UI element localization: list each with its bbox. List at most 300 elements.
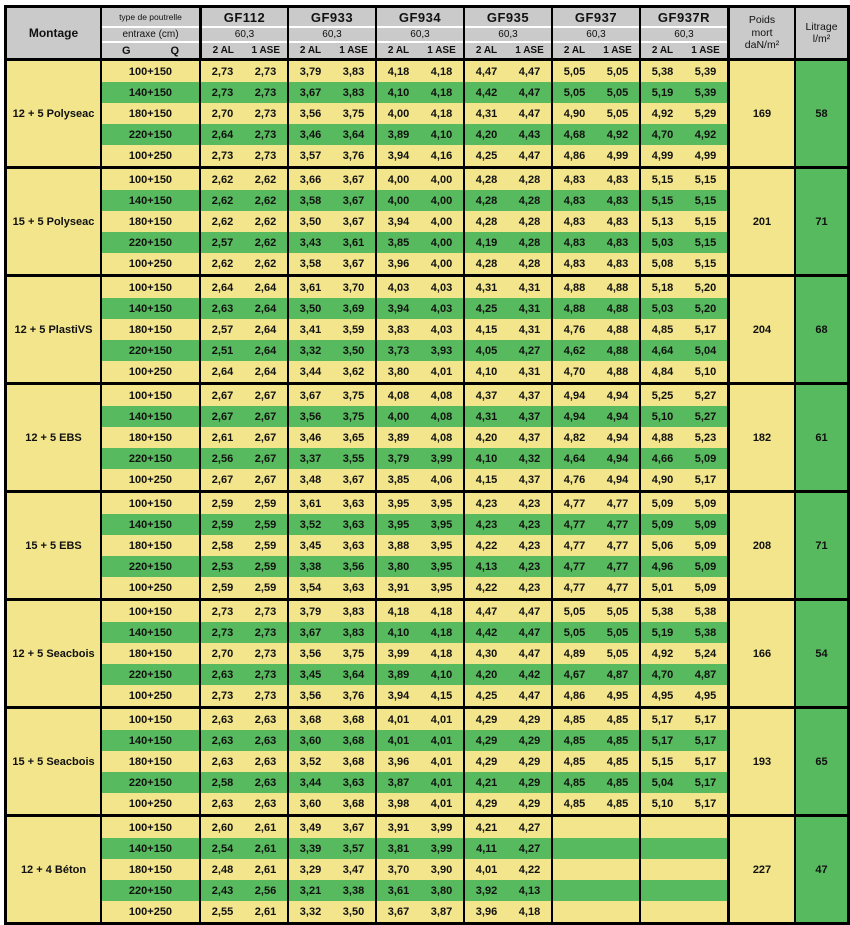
value-1ase: 2,61 (254, 863, 277, 876)
value-1ase: 2,63 (254, 734, 277, 747)
gq-cell: 100+150 (100, 493, 199, 514)
value-1ase: 4,83 (606, 236, 629, 249)
subheader-1ase: 1 ASE (691, 45, 720, 56)
value-2al: 4,37 (475, 389, 498, 402)
gq-cell: 140+150 (100, 838, 199, 859)
value-cell (287, 817, 375, 838)
value-2al: 4,10 (387, 86, 410, 99)
value-cell (199, 211, 287, 232)
value-cell (639, 514, 727, 535)
value-2al: 4,03 (387, 281, 410, 294)
value-cell (551, 685, 639, 706)
value-2al: 4,94 (563, 410, 586, 423)
value-cell (463, 124, 551, 145)
value-1ase: 4,95 (694, 689, 717, 702)
value-2al: 4,83 (563, 173, 586, 186)
montage-label: 12 + 5 Seacbois (7, 601, 100, 706)
beam-column-header-gf935 (463, 8, 551, 58)
value-cell (287, 169, 375, 190)
value-2al: 3,67 (299, 389, 322, 402)
value-cell (375, 124, 463, 145)
value-cell (463, 880, 551, 901)
value-1ase: 2,73 (254, 149, 277, 162)
beam-column-header-gf934 (375, 8, 463, 58)
montage-group (7, 274, 847, 382)
value-1ase: 4,83 (606, 173, 629, 186)
value-1ase: 4,47 (518, 605, 541, 618)
value-1ase: 5,20 (694, 302, 717, 315)
value-1ase: 2,64 (254, 323, 277, 336)
value-2al: 5,17 (651, 734, 674, 747)
value-cell (551, 319, 639, 340)
value-1ase: 4,18 (430, 647, 453, 660)
value-1ase: 4,00 (430, 215, 453, 228)
value-1ase: 2,64 (254, 365, 277, 378)
value-cell (375, 361, 463, 382)
value-2al: 2,70 (211, 647, 234, 660)
value-cell (287, 859, 375, 880)
value-cell (287, 253, 375, 274)
montage-label: 15 + 5 Seacbois (7, 709, 100, 814)
gq-cell: 100+150 (100, 601, 199, 622)
value-cell (463, 838, 551, 859)
value-cell (551, 817, 639, 838)
value-2al: 2,62 (211, 257, 234, 270)
value-1ase: 2,73 (254, 689, 277, 702)
value-1ase: 3,62 (342, 365, 365, 378)
value-1ase: 3,63 (342, 776, 365, 789)
value-2al: 2,67 (211, 410, 234, 423)
value-cell (287, 685, 375, 706)
value-2al: 3,61 (299, 497, 322, 510)
value-cell (463, 469, 551, 490)
subheader-row (641, 43, 727, 58)
value-2al: 3,79 (387, 452, 410, 465)
gq-cell: 100+250 (100, 901, 199, 922)
value-1ase: 5,17 (694, 734, 717, 747)
gq-cell: 140+150 (100, 514, 199, 535)
value-2al: 3,83 (387, 323, 410, 336)
value-2al: 4,70 (651, 128, 674, 141)
value-cell (287, 61, 375, 82)
value-cell (639, 448, 727, 469)
value-cell (199, 838, 287, 859)
value-cell (287, 709, 375, 730)
montage-label: 12 + 5 PlastiVS (7, 277, 100, 382)
value-1ase: 4,85 (606, 797, 629, 810)
value-1ase: 4,42 (518, 668, 541, 681)
value-2al: 4,13 (475, 560, 498, 573)
gq-cell: 100+250 (100, 685, 199, 706)
value-2al: 4,29 (475, 755, 498, 768)
value-1ase: 4,47 (518, 107, 541, 120)
value-2al: 3,58 (299, 257, 322, 270)
gq-cell: 180+150 (100, 427, 199, 448)
gq-cell: 100+150 (100, 385, 199, 406)
value-1ase: 4,43 (518, 128, 541, 141)
value-1ase: 4,88 (606, 281, 629, 294)
value-2al: 4,28 (475, 173, 498, 186)
value-1ase: 4,06 (430, 473, 453, 486)
value-2al: 2,73 (211, 149, 234, 162)
value-1ase: 4,88 (606, 365, 629, 378)
value-2al: 4,67 (563, 668, 586, 681)
gq-cell: 140+150 (100, 298, 199, 319)
value-cell (463, 232, 551, 253)
value-1ase: 2,56 (254, 884, 277, 897)
value-1ase: 4,23 (518, 497, 541, 510)
value-1ase: 2,63 (254, 776, 277, 789)
value-cell (551, 838, 639, 859)
value-2al: 4,00 (387, 410, 410, 423)
value-2al: 3,57 (299, 149, 322, 162)
value-cell (551, 469, 639, 490)
value-2al: 2,55 (211, 905, 234, 918)
value-cell (375, 880, 463, 901)
value-1ase: 3,76 (342, 689, 365, 702)
montage-label: 12 + 5 Polyseac (7, 61, 100, 166)
value-cell (639, 772, 727, 793)
value-1ase: 4,00 (430, 236, 453, 249)
value-cell (375, 793, 463, 814)
value-1ase: 4,47 (518, 65, 541, 78)
value-cell (463, 730, 551, 751)
value-1ase: 2,62 (254, 236, 277, 249)
value-cell (463, 772, 551, 793)
value-cell (639, 103, 727, 124)
value-2al: 4,89 (563, 647, 586, 660)
value-cell (463, 103, 551, 124)
value-2al: 3,49 (299, 821, 322, 834)
value-cell (639, 535, 727, 556)
value-2al: 4,00 (387, 173, 410, 186)
value-1ase: 3,75 (342, 410, 365, 423)
gq-cell: 220+150 (100, 880, 199, 901)
gq-cell: 100+150 (100, 817, 199, 838)
value-cell (287, 340, 375, 361)
value-1ase: 5,15 (694, 194, 717, 207)
litrage-value: 65 (794, 709, 847, 814)
value-cell (463, 145, 551, 166)
value-cell (199, 406, 287, 427)
value-2al: 3,94 (387, 149, 410, 162)
value-1ase: 3,47 (342, 863, 365, 876)
value-2al: 4,00 (387, 194, 410, 207)
value-2al: 4,88 (651, 431, 674, 444)
entraxe-value: 60,3 (553, 28, 639, 41)
value-2al: 3,66 (299, 173, 322, 186)
poids-line: mort (751, 26, 773, 39)
value-1ase: 5,05 (606, 605, 629, 618)
value-cell (199, 793, 287, 814)
value-1ase: 5,04 (694, 344, 717, 357)
beam-type-label: GF937 (553, 8, 639, 26)
value-1ase: 4,27 (518, 842, 541, 855)
value-2al: 2,57 (211, 236, 234, 249)
value-1ase: 5,29 (694, 107, 717, 120)
type-de-poutrelle-label: type de poutrelle (102, 8, 199, 26)
value-cell (375, 319, 463, 340)
value-cell (463, 361, 551, 382)
value-2al: 5,06 (651, 539, 674, 552)
value-1ase: 3,95 (430, 560, 453, 573)
value-2al: 3,41 (299, 323, 322, 336)
value-2al: 2,64 (211, 365, 234, 378)
value-2al: 4,77 (563, 560, 586, 573)
value-1ase: 2,73 (254, 647, 277, 660)
value-cell (639, 427, 727, 448)
value-cell (287, 730, 375, 751)
litrage-value: 71 (794, 169, 847, 274)
value-cell (287, 751, 375, 772)
value-2al: 3,46 (299, 431, 322, 444)
value-2al: 2,70 (211, 107, 234, 120)
value-cell (463, 169, 551, 190)
value-cell (463, 664, 551, 685)
value-2al: 3,96 (387, 257, 410, 270)
value-cell (287, 664, 375, 685)
value-1ase: 4,01 (430, 734, 453, 747)
value-2al: 3,70 (387, 863, 410, 876)
value-cell (199, 469, 287, 490)
value-cell (375, 61, 463, 82)
value-1ase: 5,05 (606, 626, 629, 639)
value-2al: 4,25 (475, 149, 498, 162)
subheader-2al: 2 AL (387, 45, 410, 56)
value-1ase: 3,68 (342, 734, 365, 747)
value-2al: 4,99 (651, 149, 674, 162)
gq-cell: 100+250 (100, 253, 199, 274)
value-cell (199, 232, 287, 253)
value-cell (287, 145, 375, 166)
value-1ase: 4,85 (606, 713, 629, 726)
value-cell (639, 859, 727, 880)
value-2al: 3,79 (299, 65, 322, 78)
value-cell (287, 103, 375, 124)
value-1ase: 3,99 (430, 842, 453, 855)
value-2al: 2,56 (211, 452, 234, 465)
value-2al: 4,20 (475, 668, 498, 681)
value-1ase: 4,03 (430, 281, 453, 294)
value-1ase: 4,18 (430, 626, 453, 639)
value-2al: 2,59 (211, 518, 234, 531)
value-1ase: 3,56 (342, 560, 365, 573)
value-1ase: 5,17 (694, 473, 717, 486)
value-2al: 5,09 (651, 497, 674, 510)
value-1ase: 4,18 (430, 65, 453, 78)
value-cell (199, 448, 287, 469)
value-cell (287, 361, 375, 382)
subheader-row (465, 43, 551, 58)
value-1ase: 5,09 (694, 497, 717, 510)
value-cell (287, 211, 375, 232)
value-2al: 5,05 (563, 86, 586, 99)
value-2al: 3,43 (299, 236, 322, 249)
poids-mort-value: 201 (727, 169, 794, 274)
value-2al: 4,85 (563, 797, 586, 810)
value-2al: 3,92 (475, 884, 498, 897)
value-1ase: 2,62 (254, 257, 277, 270)
value-1ase: 3,64 (342, 668, 365, 681)
value-2al: 3,94 (387, 689, 410, 702)
value-cell (199, 577, 287, 598)
subheader-row (377, 43, 463, 58)
value-cell (463, 253, 551, 274)
value-1ase: 4,47 (518, 647, 541, 660)
gq-labels (102, 43, 199, 58)
value-1ase: 4,29 (518, 797, 541, 810)
value-1ase: 3,64 (342, 128, 365, 141)
value-cell (639, 622, 727, 643)
value-1ase: 2,67 (254, 431, 277, 444)
value-2al: 3,99 (387, 647, 410, 660)
value-cell (639, 880, 727, 901)
value-1ase: 2,73 (254, 86, 277, 99)
gq-cell: 220+150 (100, 124, 199, 145)
value-1ase: 4,94 (606, 452, 629, 465)
value-2al: 2,43 (211, 884, 234, 897)
value-cell (463, 577, 551, 598)
value-1ase: 2,59 (254, 560, 277, 573)
value-cell (287, 535, 375, 556)
value-2al: 4,64 (651, 344, 674, 357)
value-1ase: 4,87 (694, 668, 717, 681)
value-2al: 3,95 (387, 518, 410, 531)
value-2al: 3,67 (299, 626, 322, 639)
value-cell (199, 643, 287, 664)
value-1ase: 4,31 (518, 323, 541, 336)
value-1ase: 4,88 (606, 323, 629, 336)
subheader-2al: 2 AL (563, 45, 586, 56)
value-cell (551, 145, 639, 166)
value-2al: 4,64 (563, 452, 586, 465)
value-1ase: 4,29 (518, 776, 541, 789)
value-1ase: 2,67 (254, 410, 277, 423)
value-cell (287, 601, 375, 622)
value-2al: 4,15 (475, 473, 498, 486)
value-2al: 4,77 (563, 518, 586, 531)
table-header (7, 8, 847, 58)
value-cell (375, 190, 463, 211)
value-1ase: 3,61 (342, 236, 365, 249)
value-1ase: 2,67 (254, 473, 277, 486)
value-2al: 3,50 (299, 215, 322, 228)
beam-column-header-gf937r (639, 8, 727, 58)
value-cell (639, 838, 727, 859)
value-1ase: 2,63 (254, 797, 277, 810)
value-1ase: 5,17 (694, 776, 717, 789)
value-1ase: 4,95 (606, 689, 629, 702)
value-2al: 4,83 (563, 236, 586, 249)
value-1ase: 4,00 (430, 194, 453, 207)
value-cell (199, 535, 287, 556)
value-1ase: 4,88 (606, 302, 629, 315)
value-cell (375, 340, 463, 361)
value-2al: 2,59 (211, 497, 234, 510)
value-2al: 5,10 (651, 797, 674, 810)
value-cell (639, 469, 727, 490)
value-2al: 2,73 (211, 605, 234, 618)
value-1ase: 3,69 (342, 302, 365, 315)
value-2al: 2,73 (211, 86, 234, 99)
value-1ase: 4,31 (518, 281, 541, 294)
value-cell (375, 901, 463, 922)
value-2al: 3,96 (387, 755, 410, 768)
value-1ase: 5,10 (694, 365, 717, 378)
gq-cell: 140+150 (100, 406, 199, 427)
beam-type-label: GF935 (465, 8, 551, 26)
value-cell (551, 298, 639, 319)
value-1ase: 3,50 (342, 344, 365, 357)
value-cell (639, 406, 727, 427)
litrage-value: 71 (794, 493, 847, 598)
value-1ase: 3,75 (342, 389, 365, 402)
value-2al: 3,96 (475, 905, 498, 918)
value-cell (551, 751, 639, 772)
value-2al: 5,17 (651, 713, 674, 726)
value-2al: 3,52 (299, 518, 322, 531)
value-1ase: 2,62 (254, 215, 277, 228)
value-1ase: 4,77 (606, 539, 629, 552)
value-cell (199, 859, 287, 880)
value-2al: 4,88 (563, 281, 586, 294)
value-1ase: 2,59 (254, 518, 277, 531)
value-1ase: 3,76 (342, 149, 365, 162)
value-2al: 4,70 (563, 365, 586, 378)
value-1ase: 4,94 (606, 389, 629, 402)
entraxe-value: 60,3 (202, 28, 287, 41)
value-2al: 3,91 (387, 581, 410, 594)
value-1ase: 4,31 (518, 365, 541, 378)
litrage-line: l/m² (812, 33, 831, 45)
value-cell (463, 514, 551, 535)
value-1ase: 3,63 (342, 539, 365, 552)
value-cell (463, 601, 551, 622)
value-2al: 3,73 (387, 344, 410, 357)
value-cell (375, 145, 463, 166)
value-1ase: 4,29 (518, 755, 541, 768)
entraxe-value: 60,3 (289, 28, 375, 41)
value-2al: 4,28 (475, 215, 498, 228)
value-cell (199, 277, 287, 298)
value-cell (551, 448, 639, 469)
value-cell (287, 82, 375, 103)
value-1ase: 2,64 (254, 281, 277, 294)
gq-cell: 220+150 (100, 664, 199, 685)
value-cell (287, 622, 375, 643)
value-2al: 2,63 (211, 668, 234, 681)
value-cell (551, 730, 639, 751)
value-2al: 4,22 (475, 581, 498, 594)
subheader-1ase: 1 ASE (515, 45, 544, 56)
value-cell (639, 124, 727, 145)
value-2al: 4,85 (651, 323, 674, 336)
value-2al: 4,08 (387, 389, 410, 402)
value-2al: 2,73 (211, 65, 234, 78)
value-2al: 4,76 (563, 473, 586, 486)
value-1ase: 5,20 (694, 281, 717, 294)
value-1ase: 4,28 (518, 257, 541, 270)
subheader-2al: 2 AL (651, 45, 674, 56)
value-1ase: 4,47 (518, 626, 541, 639)
value-1ase: 3,75 (342, 647, 365, 660)
value-cell (375, 751, 463, 772)
value-1ase: 2,67 (254, 389, 277, 402)
poids-mort-header (727, 8, 794, 58)
value-2al: 2,73 (211, 626, 234, 639)
value-2al: 4,15 (475, 323, 498, 336)
value-1ase: 2,59 (254, 539, 277, 552)
